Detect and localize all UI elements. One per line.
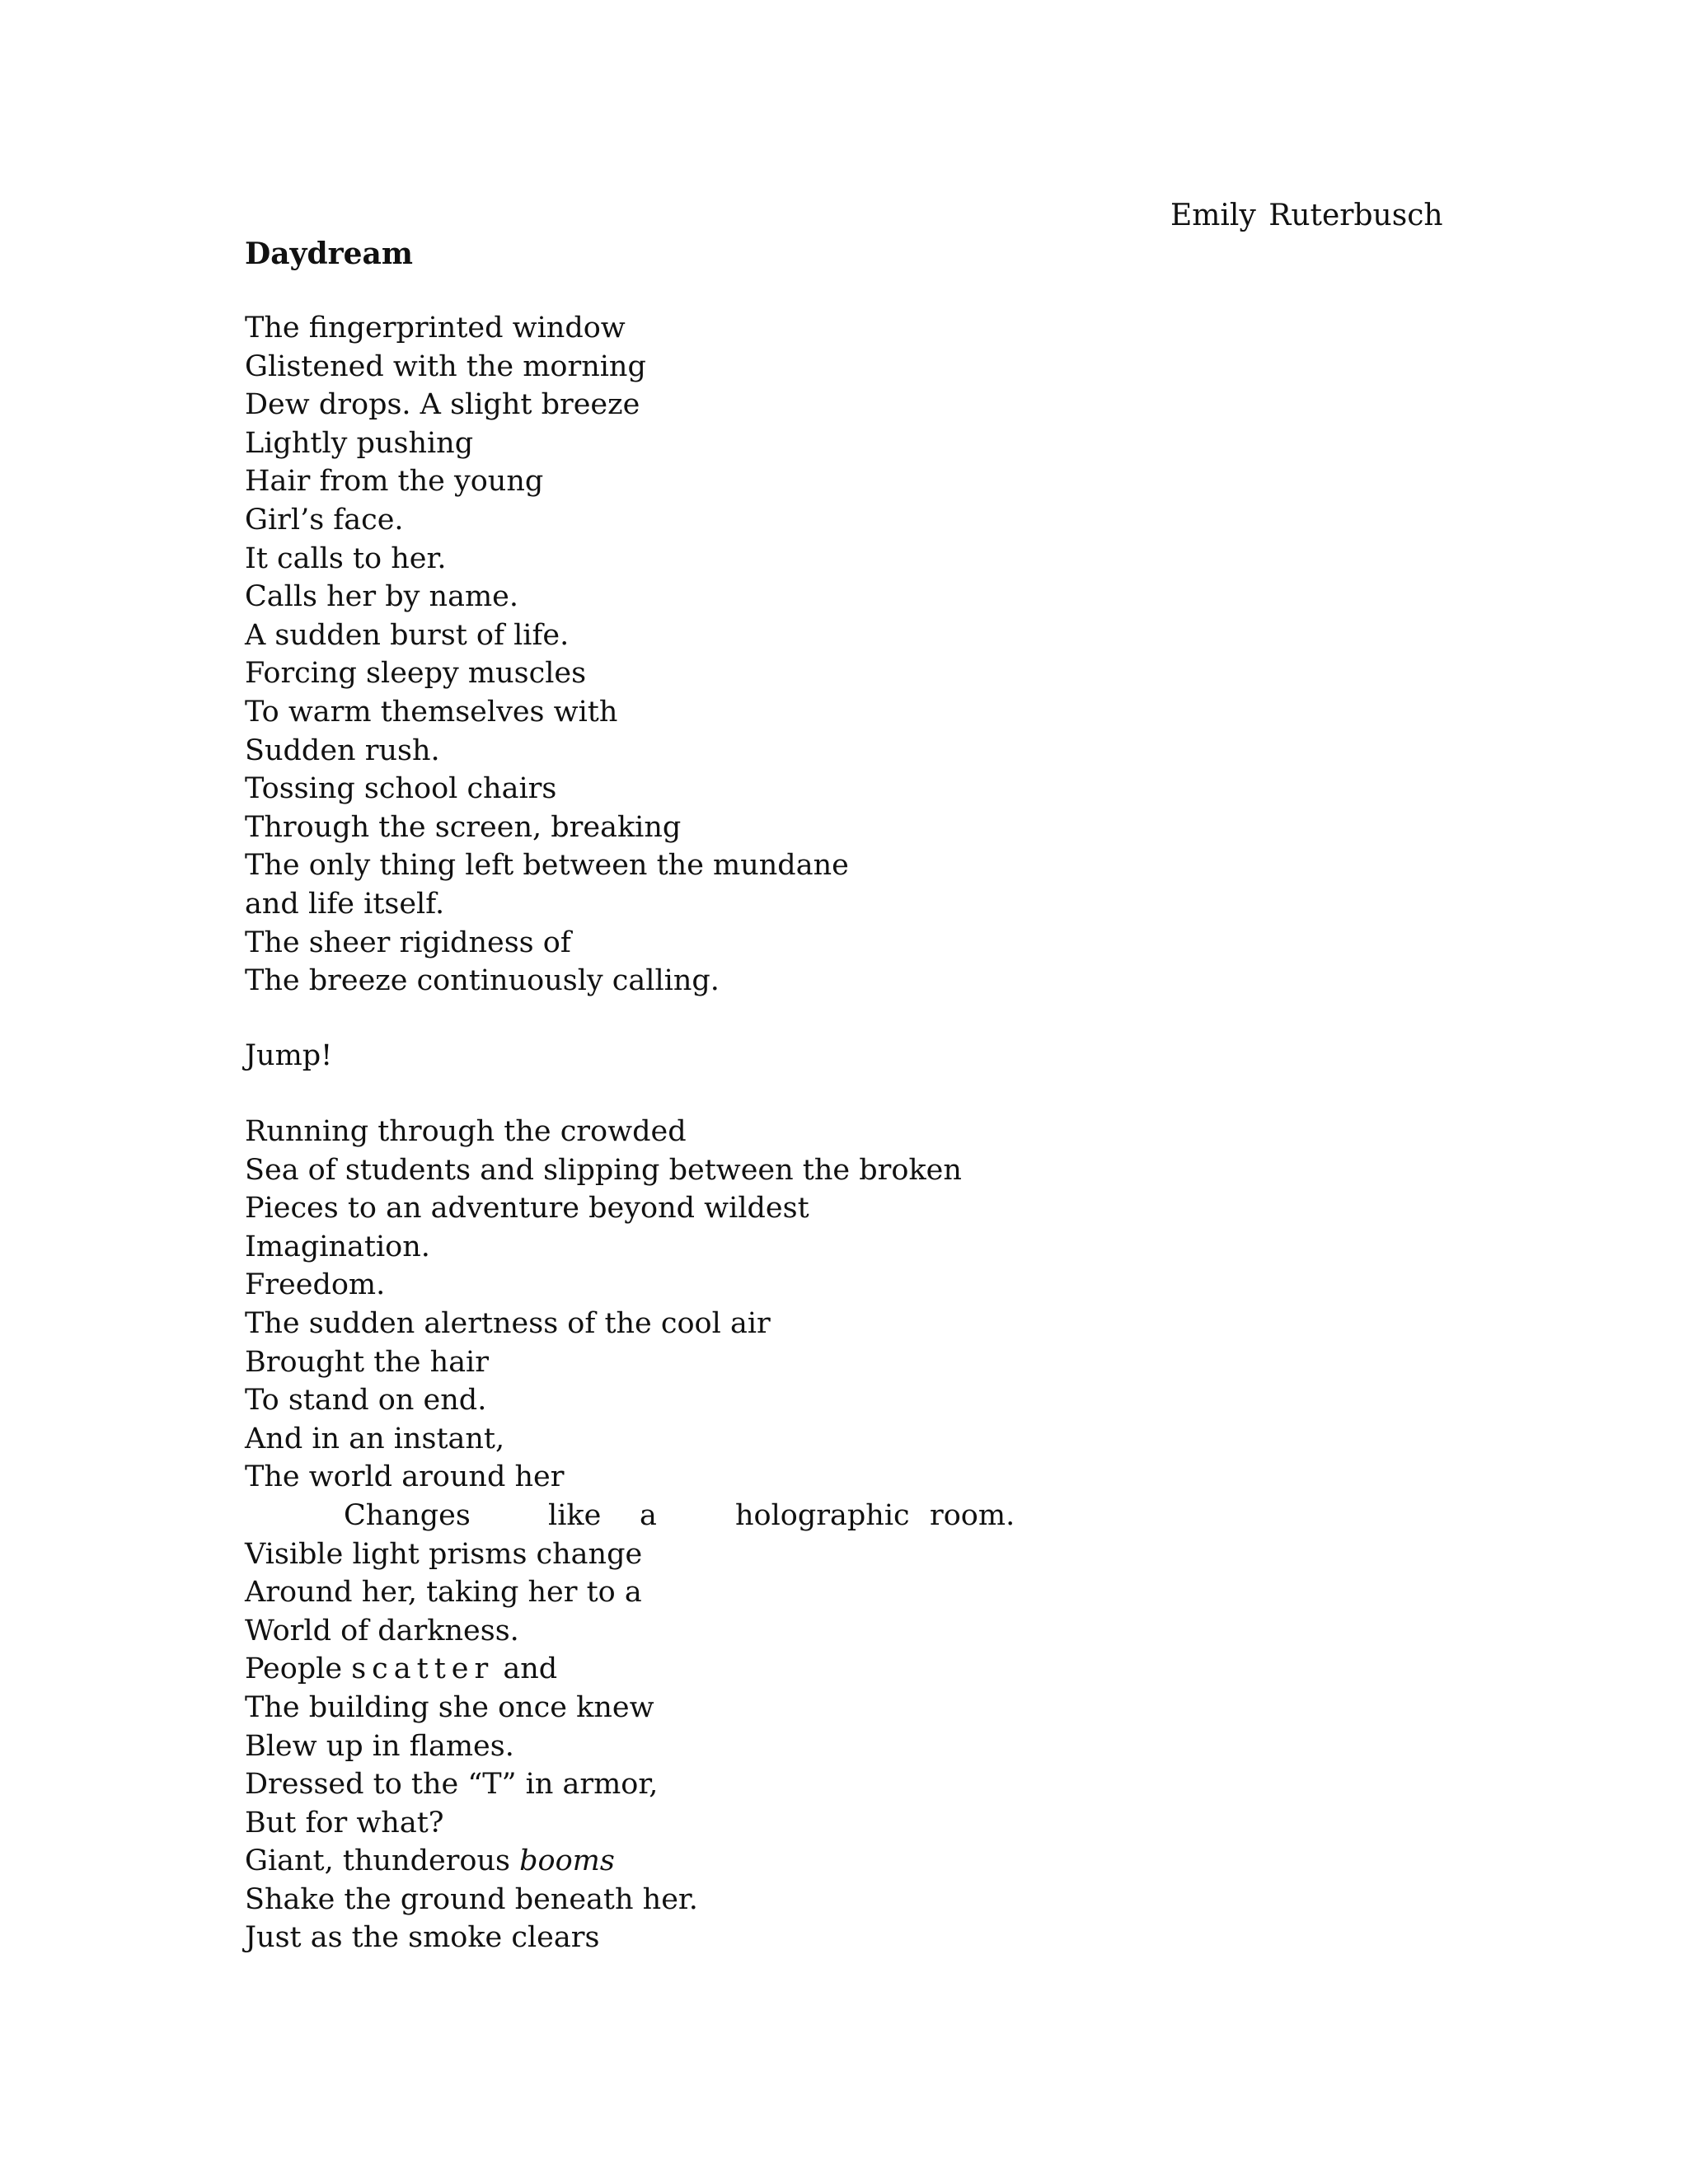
author-name: Emily Ruterbusch bbox=[1170, 199, 1443, 232]
poem-line: The fingerprinted window bbox=[245, 312, 626, 344]
scattered-word: scatter bbox=[351, 1652, 495, 1686]
poem-line: Through the screen, breaking bbox=[245, 810, 682, 844]
stanza-3 bbox=[245, 1113, 1015, 1957]
spread-word: holographic bbox=[735, 1498, 910, 1532]
poem-line: Jump! bbox=[245, 1039, 333, 1072]
line-text: and bbox=[494, 1652, 558, 1686]
poem-line: And in an instant, bbox=[245, 1422, 505, 1455]
poem-line: Shake the ground beneath her. bbox=[245, 1882, 698, 1916]
poem-line: and life itself. bbox=[245, 887, 445, 921]
spread-word: like bbox=[548, 1498, 602, 1532]
booms-poem-line bbox=[245, 1842, 962, 1881]
poem-line: Pieces to an adventure beyond wildest bbox=[245, 1192, 809, 1226]
poem-line: Freedom. bbox=[245, 1268, 386, 1302]
poem-line: Sea of students and slipping between the broken bbox=[245, 1153, 962, 1187]
poem-line: Brought the hair bbox=[245, 1345, 489, 1379]
poem-line: Lightly pushing bbox=[245, 426, 474, 460]
poem-line: A sudden burst of life. bbox=[245, 618, 570, 652]
poem-line: Glistened with the morning bbox=[245, 349, 646, 383]
poem-line: The only thing left between the mundane bbox=[245, 849, 849, 883]
poem-line: Girl’s face. bbox=[245, 503, 404, 537]
spread-poem-line bbox=[245, 1497, 1015, 1535]
poem-line: Dew drops. A slight breeze bbox=[245, 388, 640, 422]
spread-word: a bbox=[640, 1498, 657, 1532]
poem-line: Hair from the young bbox=[245, 465, 544, 499]
poem-line: The sudden alertness of the cool air bbox=[245, 1306, 771, 1340]
poem-line: Tossing school chairs bbox=[245, 772, 557, 806]
italic-word: booms bbox=[519, 1844, 615, 1878]
stanza-2 bbox=[245, 1037, 332, 1076]
poem-line: Running through the crowded bbox=[245, 1115, 687, 1148]
poem-line: Around her, taking her to a bbox=[245, 1576, 642, 1610]
line-text: Giant, thunderous bbox=[245, 1844, 520, 1878]
poem-line: To stand on end. bbox=[245, 1384, 487, 1418]
stanza-1 bbox=[245, 309, 849, 1001]
poem-line: Just as the smoke clears bbox=[245, 1921, 600, 1955]
poem-line: Sudden rush. bbox=[245, 733, 440, 767]
spread-word: room. bbox=[930, 1498, 1015, 1532]
poem-line: But for what? bbox=[245, 1806, 444, 1840]
poem-line: Visible light prisms change bbox=[245, 1537, 643, 1571]
poem-line: The breeze continuously calling. bbox=[245, 964, 720, 998]
poem-title: Daydream bbox=[245, 237, 413, 271]
poem-line: The sheer rigidness of bbox=[245, 926, 571, 959]
poem-line: The building she once knew bbox=[245, 1690, 654, 1724]
line-text: People bbox=[245, 1652, 352, 1686]
poem-line: Dressed to the “T” in armor, bbox=[245, 1768, 659, 1802]
poem-line: The world around her bbox=[245, 1460, 565, 1494]
poem-line: World of darkness. bbox=[245, 1614, 519, 1647]
spread-word: Changes bbox=[344, 1498, 471, 1532]
poem-line: Forcing sleepy muscles bbox=[245, 657, 587, 691]
poem-line: Blew up in flames. bbox=[245, 1729, 514, 1763]
poem-line: To warm themselves with bbox=[245, 695, 618, 729]
poem-line: Calls her by name. bbox=[245, 580, 518, 614]
poem-line: It calls to her. bbox=[245, 541, 447, 575]
poem-line: Imagination. bbox=[245, 1230, 430, 1263]
scatter-poem-line bbox=[245, 1650, 962, 1689]
